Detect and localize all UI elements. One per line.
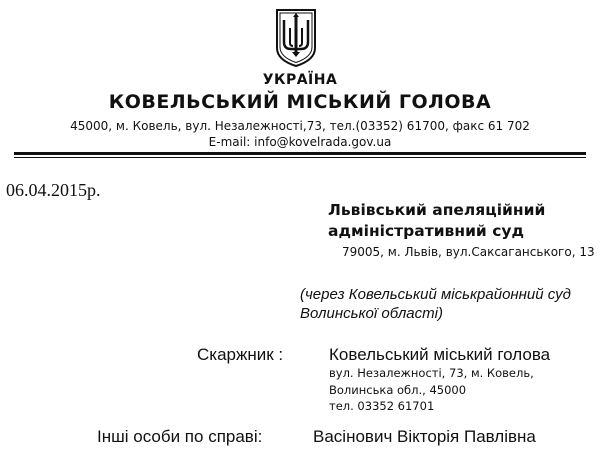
complainant-name: Ковельський міський голова: [329, 345, 551, 364]
other-parties-label: Інші особи по справі:: [97, 427, 263, 446]
complainant-label: Скаржник :: [197, 345, 284, 364]
addressee-address: 79005, м. Львів, вул.Саксаганського, 13: [342, 245, 595, 259]
addressee-name-line2: адміністративний суд: [328, 222, 524, 240]
addressee-name: [328, 200, 545, 242]
trident-coat-of-arms-icon: [275, 8, 317, 68]
organization-email: E-mail: info@kovelrada.gov.ua: [208, 135, 392, 149]
other-parties-name: Васінович Вікторія Павлівна: [313, 427, 536, 446]
complainant-details: [329, 365, 534, 415]
header-divider-thin: [14, 157, 586, 158]
country-name: УКРАЇНА: [262, 72, 338, 88]
complainant-phone: тел. 03352 61701: [329, 399, 435, 413]
organization-address: 45000, м. Ковель, вул. Незалежності,73, тел.(03352) 61700, факс 61 702: [70, 119, 530, 133]
document-date: 06.04.2015р.: [6, 180, 101, 200]
complainant-address-line2: Волинська обл., 45000: [329, 382, 467, 397]
via-court-line2: Волинської області): [300, 305, 443, 322]
organization-title: КОВЕЛЬСЬКИЙ МІСЬКИЙ ГОЛОВА: [108, 91, 492, 113]
addressee-name-line1: Львівський апеляційний: [328, 201, 546, 219]
via-court-line1: (через Ковельський міськрайонний суд: [300, 286, 571, 303]
header-divider-thick: [14, 152, 586, 155]
complainant-address-line1: вул. Незалежності, 73, м. Ковель,: [329, 366, 534, 380]
via-court-note: [300, 285, 571, 323]
